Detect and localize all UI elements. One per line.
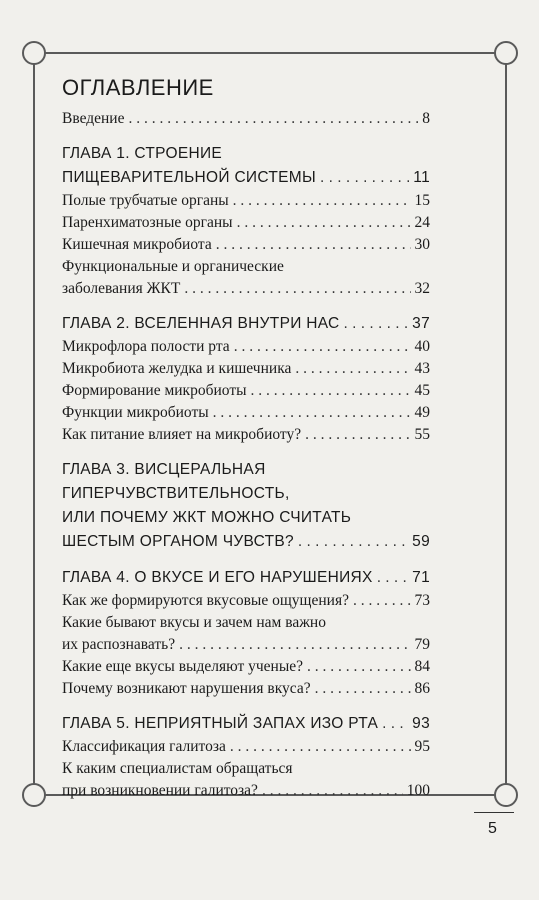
toc-section[interactable] <box>62 212 430 234</box>
toc-section[interactable] <box>62 256 430 300</box>
section-row <box>62 402 430 424</box>
chapter-title-line: ГЛАВА 3. ВИСЦЕРАЛЬНАЯ <box>62 461 266 478</box>
dot-leader <box>377 566 408 590</box>
chapter-title-line: ГЛАВА 5. НЕПРИЯТНЫЙ ЗАПАХ ИЗО РТА <box>62 715 379 732</box>
section-title-line: Кишечная микробиота <box>62 236 212 253</box>
toc-section[interactable] <box>62 380 430 402</box>
dot-leader <box>320 166 409 190</box>
dot-leader <box>382 712 408 736</box>
chapter-gap <box>62 130 430 142</box>
toc-section[interactable] <box>62 190 430 212</box>
section-row <box>62 190 430 212</box>
chapter-page: 71 <box>412 569 430 586</box>
toc-section[interactable] <box>62 678 430 700</box>
section-title-line: Микрофлора полости рта <box>62 338 230 355</box>
toc-section[interactable] <box>62 758 430 802</box>
dot-leader <box>295 358 410 380</box>
section-title-line: Какие еще вкусы выделяют ученые? <box>62 658 303 675</box>
chapter-title-row <box>62 566 430 590</box>
section-row <box>62 656 430 678</box>
section-title-line: Функции микробиоты <box>62 404 209 421</box>
toc-entry-intro[interactable] <box>62 108 430 130</box>
dot-leader <box>307 656 411 678</box>
section-row <box>62 424 430 446</box>
chapter-page: 11 <box>413 169 430 186</box>
section-page: 40 <box>414 338 430 355</box>
dot-leader <box>298 530 408 554</box>
dot-leader <box>237 212 411 234</box>
section-page: 79 <box>414 636 430 653</box>
section-row <box>62 380 430 402</box>
toc-section[interactable] <box>62 402 430 424</box>
dot-leader <box>251 380 411 402</box>
chapter-page: 37 <box>412 315 430 332</box>
section-page: 30 <box>414 236 430 253</box>
dot-leader <box>179 634 410 656</box>
section-row <box>62 678 430 700</box>
section-page: 55 <box>414 426 430 443</box>
section-page: 24 <box>414 214 430 231</box>
frame-corner <box>22 41 46 65</box>
section-title-line: Функциональные и органические <box>62 258 284 275</box>
section-page: 73 <box>414 592 430 609</box>
toc-chapters <box>62 130 430 802</box>
chapter-title-row <box>62 312 430 336</box>
dot-leader <box>216 234 411 256</box>
section-title-line: Полые трубчатые органы <box>62 192 229 209</box>
section-page: 45 <box>414 382 430 399</box>
toc-section[interactable] <box>62 358 430 380</box>
page-number: 5 <box>488 820 497 837</box>
chapter-gap <box>62 446 430 458</box>
section-title-line: Как питание влияет на микробиоту? <box>62 426 302 443</box>
chapter-title-line: ПИЩЕВАРИТЕЛЬНОЙ СИСТЕМЫ <box>62 169 316 186</box>
dot-leader <box>213 402 411 424</box>
toc-section[interactable] <box>62 656 430 678</box>
section-page: 32 <box>414 280 430 297</box>
section-title-line: К каким специалистам обращаться <box>62 760 293 777</box>
section-title-line: Микробиота желудка и кишечника <box>62 360 292 377</box>
chapter-title-line: ГЛАВА 4. О ВКУСЕ И ЕГО НАРУШЕНИЯХ <box>62 569 373 586</box>
chapter-gap <box>62 300 430 312</box>
toc-section[interactable] <box>62 336 430 358</box>
toc-content <box>62 74 430 802</box>
toc-chapter-1[interactable] <box>62 142 430 300</box>
dot-leader <box>315 678 411 700</box>
frame-corner <box>494 783 518 807</box>
toc-entry-label: Введение <box>62 110 125 127</box>
section-page: 86 <box>414 680 430 697</box>
section-page: 100 <box>406 782 430 799</box>
chapter-page: 93 <box>412 715 430 732</box>
section-title-line: Классификация галитоза <box>62 738 226 755</box>
chapter-title-row <box>62 166 430 190</box>
toc-chapter-5[interactable] <box>62 712 430 802</box>
section-title-line: заболевания ЖКТ <box>62 280 181 297</box>
section-row <box>62 590 430 612</box>
section-title-line: Паренхиматозные органы <box>62 214 233 231</box>
chapter-title-line: ГЛАВА 1. СТРОЕНИЕ <box>62 145 223 162</box>
chapter-page: 59 <box>412 533 430 550</box>
toc-chapter-3[interactable] <box>62 458 430 554</box>
toc-entry-page: 8 <box>422 110 430 127</box>
chapter-title-row <box>62 712 430 736</box>
section-row <box>62 212 430 234</box>
toc-section[interactable] <box>62 590 430 612</box>
dot-leader <box>234 336 411 358</box>
frame-corner <box>494 41 518 65</box>
section-row <box>62 336 430 358</box>
section-page: 43 <box>414 360 430 377</box>
section-row <box>62 736 430 758</box>
toc-chapter-2[interactable] <box>62 312 430 446</box>
toc-title: ОГЛАВЛЕНИЕ <box>62 75 214 100</box>
dot-leader <box>128 108 418 130</box>
section-title-line: при возникновении галитоза? <box>62 782 258 799</box>
chapter-title-line: ШЕСТЫМ ОРГАНОМ ЧУВСТВ? <box>62 533 294 550</box>
section-row <box>62 234 430 256</box>
toc-section[interactable] <box>62 234 430 256</box>
toc-section[interactable] <box>62 612 430 656</box>
section-page: 49 <box>414 404 430 421</box>
toc-section[interactable] <box>62 424 430 446</box>
dot-leader <box>344 312 409 336</box>
chapter-gap <box>62 700 430 712</box>
page-number-rule <box>474 812 514 813</box>
section-title-line: Формирование микробиоты <box>62 382 247 399</box>
chapter-title-line: ГИПЕРЧУВСТВИТЕЛЬНОСТЬ, <box>62 485 290 502</box>
dot-leader <box>233 190 411 212</box>
chapter-title-line: ИЛИ ПОЧЕМУ ЖКТ МОЖНО СЧИТАТЬ <box>62 509 352 526</box>
toc-section[interactable] <box>62 736 430 758</box>
chapter-gap <box>62 554 430 566</box>
dot-leader <box>305 424 410 446</box>
section-title-line: их распознавать? <box>62 636 176 653</box>
section-page: 84 <box>414 658 430 675</box>
section-row <box>62 780 430 802</box>
section-page: 95 <box>414 738 430 755</box>
dot-leader <box>184 278 410 300</box>
chapter-title-row <box>62 530 430 554</box>
section-title-line: Почему возникают нарушения вкуса? <box>62 680 311 697</box>
frame-corner <box>22 783 46 807</box>
section-row <box>62 278 430 300</box>
chapter-title-line: ГЛАВА 2. ВСЕЛЕННАЯ ВНУТРИ НАС <box>62 315 340 332</box>
section-row <box>62 634 430 656</box>
dot-leader <box>262 780 403 802</box>
section-title-line: Какие бывают вкусы и зачем нам важно <box>62 614 326 631</box>
section-row <box>62 358 430 380</box>
section-title-line: Как же формируются вкусовые ощущения? <box>62 592 349 609</box>
section-page: 15 <box>414 192 430 209</box>
dot-leader <box>353 590 411 612</box>
dot-leader <box>230 736 411 758</box>
toc-chapter-4[interactable] <box>62 566 430 700</box>
